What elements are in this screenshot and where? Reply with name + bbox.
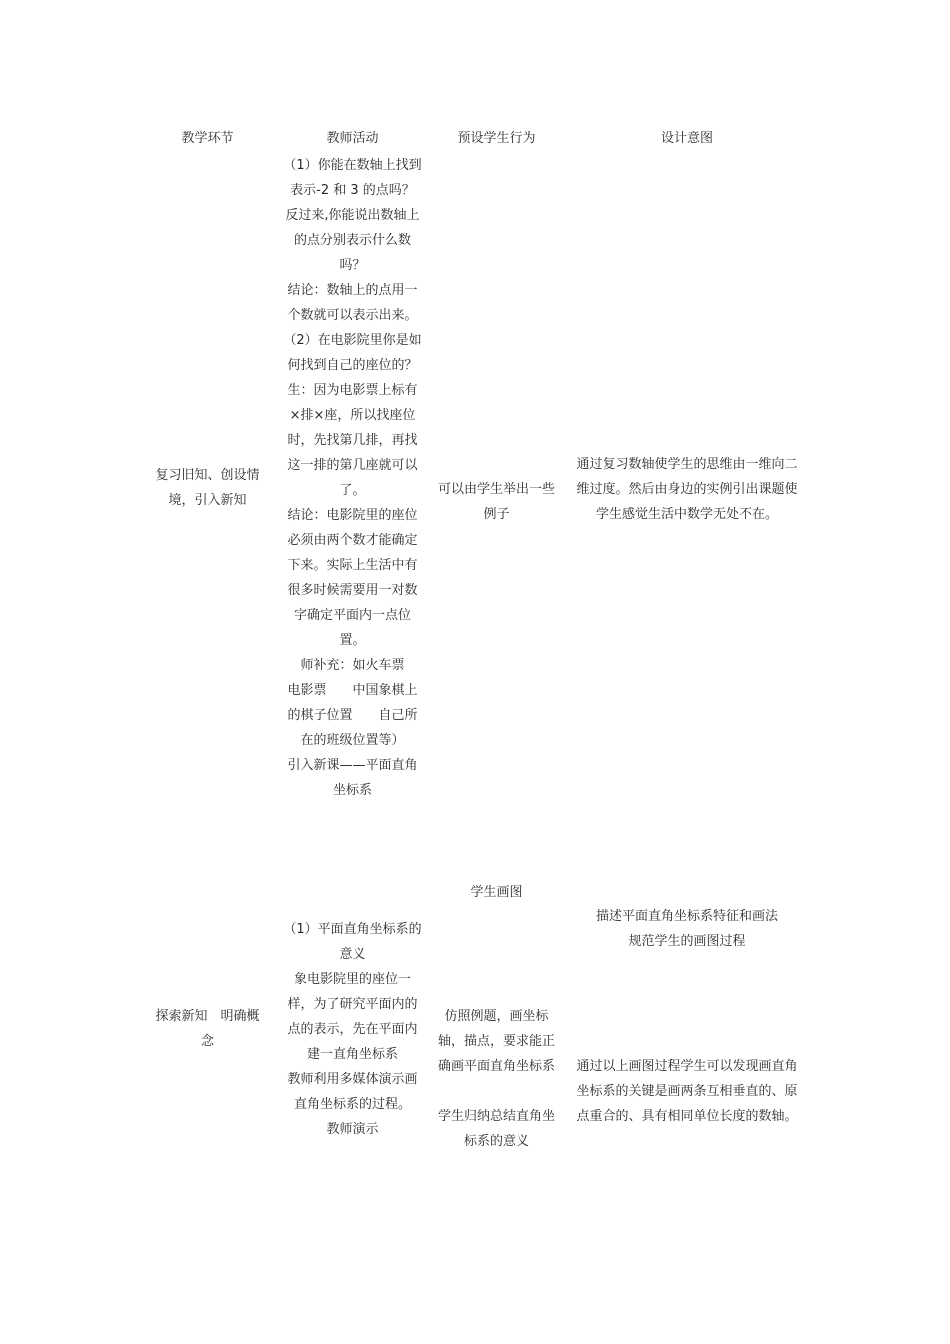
row1-teacher-line: ×排×座，所以找座位 bbox=[289, 408, 416, 423]
row2-student-top bbox=[430, 880, 563, 905]
row2-student-line bbox=[430, 1079, 563, 1104]
row1-teacher-line: （1）你能在数轴上找到 bbox=[283, 158, 422, 173]
row1-teacher-line: 反过来,你能说出数轴上 bbox=[285, 208, 420, 223]
row1-teacher-line: 下来。实际上生活中有 bbox=[287, 558, 418, 573]
row1-teacher-line: 这一排的第几座就可以 bbox=[287, 458, 418, 473]
row1-teacher-cell bbox=[275, 153, 430, 803]
row1-intent-line: 维过度。然后由身边的实例引出课题使 bbox=[576, 482, 798, 497]
row1-intent-line: 学生感觉生活中数学无处不在。 bbox=[595, 507, 778, 522]
row1-student-line: 可以由学生举出一些 bbox=[437, 482, 555, 497]
row1-teacher-line: 吗？ bbox=[339, 258, 366, 273]
header-teaching-stage: 教学环节 bbox=[181, 131, 234, 146]
row2-student-line: 仿照例题，画坐标 bbox=[444, 1009, 549, 1024]
row2-teacher-line: （1）平面直角坐标系的 bbox=[283, 922, 422, 937]
row1-teacher-line: 时，先找第几排，再找 bbox=[287, 433, 418, 448]
row1-teacher-line: 师补充：如火车票 bbox=[300, 658, 405, 673]
row1-teacher-line: 生：因为电影票上标有 bbox=[287, 383, 418, 398]
row1-teacher-line: 置。 bbox=[339, 633, 366, 648]
row1-teacher-line: 必须由两个数才能确定 bbox=[287, 533, 418, 548]
row2-teacher-cell bbox=[275, 917, 430, 1142]
row1-stage-line: 复习旧知、创设情 bbox=[155, 468, 260, 483]
row2-teacher-line: 教师演示 bbox=[326, 1122, 379, 1137]
row2-teacher-line: 点的表示，先在平面内 bbox=[287, 1022, 418, 1037]
row2-intent-top-line: 规范学生的画图过程 bbox=[628, 934, 746, 949]
row2-teacher-line: 意义 bbox=[339, 947, 366, 962]
row1-teacher-line: 结论：数轴上的点用一 bbox=[287, 283, 418, 298]
row2-intent-top bbox=[563, 904, 811, 954]
row2-teacher-line: 直角坐标系的过程。 bbox=[293, 1097, 411, 1112]
row2-student-line: 确画平面直角坐标系 bbox=[437, 1059, 555, 1074]
row1-teacher-line: 的点分别表示什么数 bbox=[293, 233, 411, 248]
row1-teacher-line: 引入新课——平面直角 bbox=[287, 758, 418, 773]
row1-teacher-line: 何找到自己的座位的？ bbox=[287, 358, 418, 373]
row1-teacher-line: 电影票 中国象棋上 bbox=[287, 683, 418, 698]
header-teacher-activity: 教师活动 bbox=[326, 131, 379, 146]
row1-teacher-line: 了。 bbox=[339, 483, 366, 498]
row1-stage-line: 境，引入新知 bbox=[168, 493, 247, 508]
row1-teacher-line: 结论：电影院里的座位 bbox=[287, 508, 418, 523]
row2-teacher-line: 建一直角坐标系 bbox=[306, 1047, 398, 1062]
row2-intent-line: 点重合的、具有相同单位长度的数轴。 bbox=[576, 1109, 798, 1124]
row1-intent-cell bbox=[563, 452, 811, 527]
row2-intent-cell bbox=[563, 1054, 811, 1129]
row2-student-line: 标系的意义 bbox=[463, 1134, 529, 1149]
row1-stage-cell bbox=[140, 463, 275, 513]
row2-stage-line: 探索新知 明确概 bbox=[155, 1009, 260, 1024]
header-student-behavior: 预设学生行为 bbox=[457, 131, 536, 146]
row2-intent-line: 坐标系的关键是画两条互相垂直的、原 bbox=[576, 1084, 798, 1099]
row2-intent-top-line: 描述平面直角坐标系特征和画法 bbox=[595, 909, 778, 924]
row2-student-line: 学生归纳总结直角坐 bbox=[437, 1109, 555, 1124]
row1-teacher-line: 字确定平面内一点位 bbox=[293, 608, 411, 623]
row1-teacher-line: 在的班级位置等） bbox=[300, 733, 405, 748]
row1-teacher-line: 个数就可以表示出来。 bbox=[287, 308, 418, 323]
row2-stage-cell bbox=[140, 1004, 275, 1054]
row1-teacher-line: 表示-2 和 3 的点吗？ bbox=[290, 183, 415, 198]
row1-teacher-line: 坐标系 bbox=[332, 783, 372, 798]
row1-student-line: 例子 bbox=[483, 507, 510, 522]
row2-stage-line: 念 bbox=[200, 1034, 214, 1049]
row2-student-top-line: 学生画图 bbox=[470, 885, 523, 900]
header-design-intent: 设计意图 bbox=[660, 131, 713, 146]
row1-teacher-line: 的棋子位置 自己所 bbox=[287, 708, 418, 723]
row2-student-cell bbox=[430, 1004, 563, 1154]
row1-intent-line: 通过复习数轴使学生的思维由一维向二 bbox=[576, 457, 798, 472]
row2-teacher-line: 样，为了研究平面内的 bbox=[287, 997, 418, 1012]
row1-teacher-line: （2）在电影院里你是如 bbox=[283, 333, 422, 348]
row2-student-line: 轴，描点，要求能正 bbox=[437, 1034, 555, 1049]
row1-teacher-line: 很多时候需要用一对数 bbox=[287, 583, 418, 598]
row1-student-cell bbox=[430, 477, 563, 527]
row2-teacher-line: 象电影院里的座位一 bbox=[293, 972, 411, 987]
row2-intent-line: 通过以上画图过程学生可以发现画直角 bbox=[576, 1059, 798, 1074]
row2-teacher-line: 教师利用多媒体演示画 bbox=[287, 1072, 418, 1087]
